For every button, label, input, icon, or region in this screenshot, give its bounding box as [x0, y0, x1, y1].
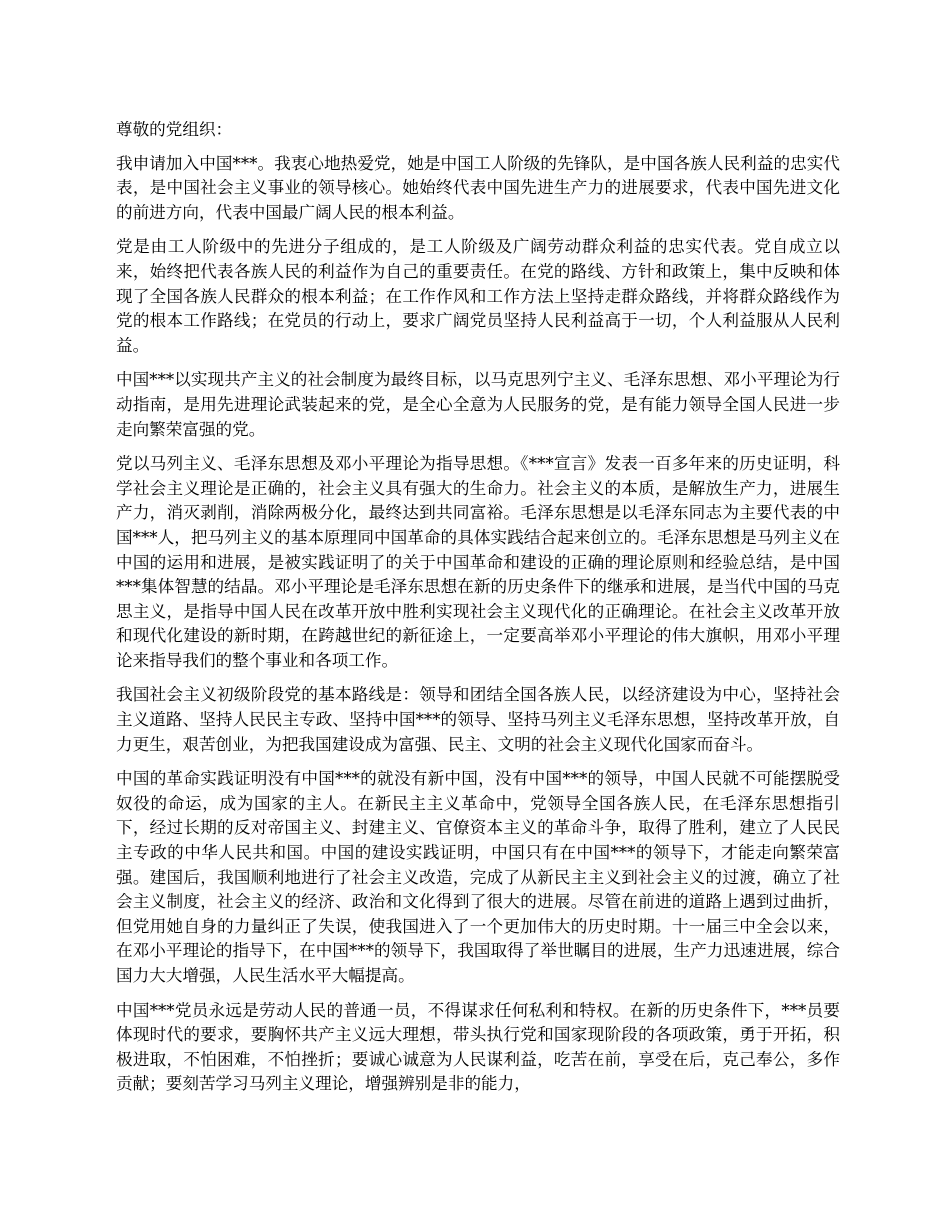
- paragraph-2: 党是由工人阶级中的先进分子组成的，是工人阶级及广阔劳动群众利益的忠实代表。党自成立以来，始终把代表各族人民的利益作为自己的重要责任。在党的路线、方针和政策上，集中反映和体现了全国各族人民群众的根本利益；在工作作风和工作方法上坚持走群众路线，并将群众路线作为党的根本工作路线；在党员的行动上，要求广阔党员坚持人民利益高于一切，个人利益服从人民利益。: [116, 237, 840, 355]
- paragraph-1: 我申请加入中国***。我衷心地热爱党，她是中国工人阶级的先锋队，是中国各族人民利益的忠实代表，是中国社会主义事业的领导核心。她始终代表中国先进生产力的进展要求，代表中国先进文化的前进方向，代表中国最广阔人民的根本利益。: [116, 153, 840, 222]
- document-body: [116, 118, 840, 1107]
- paragraph-7: 中国***党员永远是劳动人民的普通一员，不得谋求任何私利和特权。在新的历史条件下，***员要体现时代的要求，要胸怀共产主义远大理想，带头执行党和国家现阶段的各项政策，勇于开拓，积极进取，不怕困难，不怕挫折；要诚心诚意为人民谋利益，吃苦在前，享受在后，克己奉公，多作贡献；要刻苦学习马列主义理论，增强辨别是非的能力，: [116, 1000, 840, 1094]
- paragraph-3: 中国***以实现共产主义的社会制度为最终目标，以马克思列宁主义、毛泽东思想、邓小平理论为行动指南，是用先进理论武装起来的党，是全心全意为人民服务的党，是有能力领导全国人民进一步走向繁荣富强的党。: [116, 370, 840, 439]
- paragraph-6: 中国的革命实践证明没有中国***的就没有新中国，没有中国***的领导，中国人民就不可能摆脱受奴役的命运，成为国家的主人。在新民主主义革命中，党领导全国各族人民，在毛泽东思想指引下，经过长期的反对帝国主义、封建主义、官僚资本主义的革命斗争，取得了胜利，建立了人民民主专政的中华人民共和国。中国的建设实践证明，中国只有在中国***的领导下，才能走向繁荣富强。建国后，我国顺利地进行了社会主义改造，完成了从新民主主义到社会主义的过渡，确立了社会主义制度，社会主义的经济、政治和文化得到了很大的进展。尽管在前进的道路上遇到过曲折，但党用她自身的力量纠正了失误，使我国进入了一个更加伟大的历史时期。十一届三中全会以来，在邓小平理论的指导下，在中国***的领导下，我国取得了举世瞩目的进展，生产力迅速进展，综合国力大大增强，人民生活水平大幅提高。: [116, 769, 840, 985]
- paragraph-5: 我国社会主义初级阶段党的基本路线是：领导和团结全国各族人民，以经济建设为中心，坚持社会主义道路、坚持人民民主专政、坚持中国***的领导、坚持马列主义毛泽东思想，坚持改革开放，自力更生，艰苦创业，为把我国建设成为富强、民主、文明的社会主义现代化国家而奋斗。: [116, 685, 840, 754]
- paragraph-4: 党以马列主义、毛泽东思想及邓小平理论为指导思想。《***宣言》发表一百多年来的历史证明，科学社会主义理论是正确的，社会主义具有强大的生命力。社会主义的本质，是解放生产力，进展生产力，消灭剥削，消除两极分化，最终达到共同富裕。毛泽东思想是以毛泽东同志为主要代表的中国***人，把马列主义的基本原理同中国革命的具体实践结合起来创立的。毛泽东思想是马列主义在中国的运用和进展，是被实践证明了的关于中国革命和建设的正确的理论原则和经验总结，是中国***集体智慧的结晶。邓小平理论是毛泽东思想在新的历史条件下的继承和进展，是当代中国的马克思主义，是指导中国人民在改革开放中胜利实现社会主义现代化的正确理论。在社会主义改革开放和现代化建设的新时期，在跨越世纪的新征途上，一定要高举邓小平理论的伟大旗帜，用邓小平理论来指导我们的整个事业和各项工作。: [116, 454, 840, 670]
- salutation: 尊敬的党组织：: [116, 120, 233, 139]
